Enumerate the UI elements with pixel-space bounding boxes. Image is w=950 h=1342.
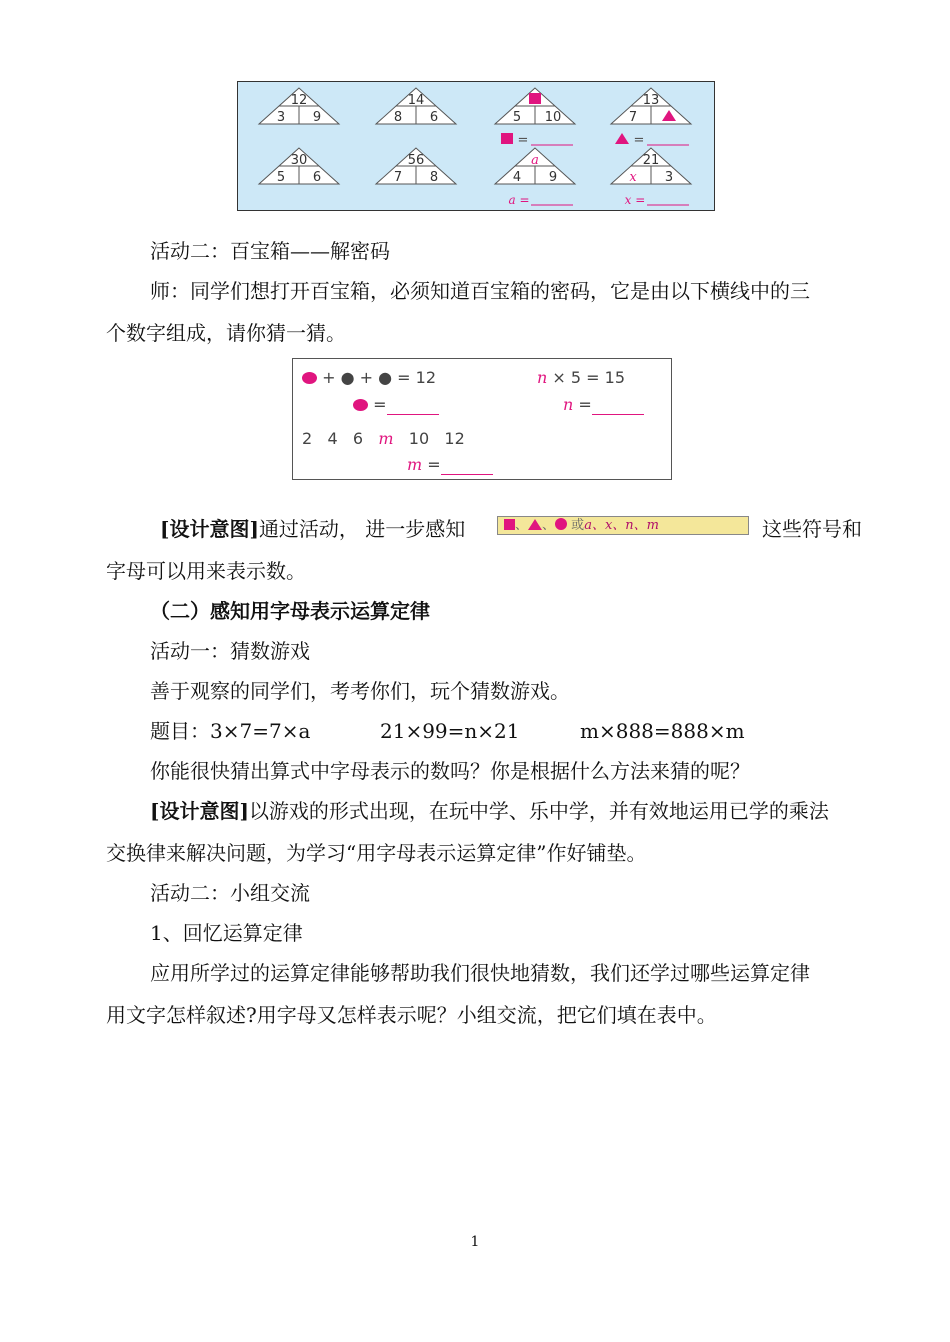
password-figure [292, 358, 672, 480]
triangle-right-value: 9 [312, 110, 322, 125]
eq2: n × 5 = 15 [537, 368, 626, 387]
triangle-top-value: 21 [642, 153, 660, 168]
answer-label: = [633, 133, 645, 148]
teacher-text-line1: 师：同学们想打开百宝箱，必须知道百宝箱的密码，它是由以下横线中的三 [150, 279, 810, 303]
triangle-left-value: 5 [276, 170, 286, 185]
answer-blank [592, 395, 644, 415]
design-intent-1-line2: 字母可以用来表示数。 [106, 559, 306, 583]
triangle-left-value: x [629, 170, 637, 185]
s2-paragraph-line2: 用文字怎样叙述?用字母又怎样表示呢？小组交流，把它们填在表中。 [106, 1003, 717, 1027]
activity2-title: 活动二：百宝箱——解密码 [150, 239, 390, 263]
s2-question-2: 21×99=n×21 [380, 719, 520, 743]
triangle-left-value: 3 [276, 110, 286, 125]
triangle-right-value: 10 [544, 110, 562, 125]
s2-activity2: 活动二：小组交流 [150, 881, 310, 905]
answer-blank [387, 395, 439, 415]
triangle-right-value: 6 [312, 170, 322, 185]
triangle-left-value: 8 [393, 110, 403, 125]
design-intent-label: [设计意图] [150, 799, 249, 823]
symbols-strip: 、 、 或a、x、n、m [497, 516, 749, 535]
triangle-left-value: 7 [628, 110, 638, 125]
sequence-answer: m = [407, 455, 493, 475]
s2-intro: 善于观察的同学们，考考你们，玩个猜数游戏。 [150, 679, 570, 703]
eq1-text: + ● + ● = 12 [322, 368, 437, 387]
circle-symbol-icon [302, 372, 317, 384]
answer-label: x = [624, 193, 646, 207]
teacher-text-line2: 个数字组成，请你猜一猜。 [106, 321, 346, 345]
triangle-right-value: 3 [664, 170, 674, 185]
design-intent-1-tail: 这些符号和 [762, 517, 862, 541]
s2-question-1: 题目：3×7=7×a [150, 719, 311, 743]
answer-blank [441, 455, 493, 475]
square-symbol-icon [501, 133, 513, 144]
eq1-answer: = [353, 395, 439, 415]
design-intent-label: [设计意图] [160, 517, 259, 541]
circle-icon [555, 518, 567, 530]
triangle-right-value: 8 [429, 170, 439, 185]
triangle-left-value: 5 [512, 110, 522, 125]
answer-label: = [517, 133, 529, 148]
triangle-puzzles-drawing [238, 82, 713, 209]
answer-label: a = [508, 193, 530, 207]
s2-activity1: 活动一：猜数游戏 [150, 639, 310, 663]
triangle-top-value: 30 [290, 153, 308, 168]
page-number: 1 [470, 1234, 480, 1250]
circle-symbol-icon [353, 399, 368, 411]
square-symbol-icon [529, 93, 541, 104]
eq2-answer: n = [563, 395, 644, 415]
triangle-top-value: 13 [642, 93, 660, 108]
s2-item1: 1、回忆运算定律 [150, 921, 303, 945]
eq1 [302, 368, 436, 387]
s2-paragraph-line1: 应用所学过的运算定律能够帮助我们很快地猜数，我们还学过哪些运算定律 [150, 961, 810, 985]
triangle-top-value: a [531, 153, 539, 168]
triangle-top-value: 12 [290, 93, 308, 108]
triangle-left-value: 7 [393, 170, 403, 185]
s2-question: 你能很快猜出算式中字母表示的数吗？你是根据什么方法来猜的呢？ [150, 759, 750, 783]
design-intent-1: [设计意图]通过活动， 进一步感知 [160, 517, 466, 541]
design-intent-2: [设计意图]以游戏的形式出现，在玩中学、乐中学，并有效地运用已学的乘法 [150, 799, 829, 823]
sequence: 2 4 6 m 10 12 [302, 429, 465, 448]
triangle-icon [528, 519, 542, 530]
section2-title: （二）感知用字母表示运算定律 [150, 599, 430, 623]
triangle-right-value: 6 [429, 110, 439, 125]
square-icon [504, 519, 515, 530]
triangle-top-value: 14 [407, 93, 425, 108]
triangle-right-value: 9 [548, 170, 558, 185]
triangle-left-value: 4 [512, 170, 522, 185]
design-intent-2-line2: 交换律来解决问题，为学习“用字母表示运算定律”作好铺垫。 [106, 841, 647, 865]
triangle-symbol-icon [615, 133, 629, 144]
triangle-puzzles-figure [237, 81, 715, 211]
s2-question-3: m×888=888×m [580, 719, 745, 743]
triangle-top-value: 56 [407, 153, 425, 168]
